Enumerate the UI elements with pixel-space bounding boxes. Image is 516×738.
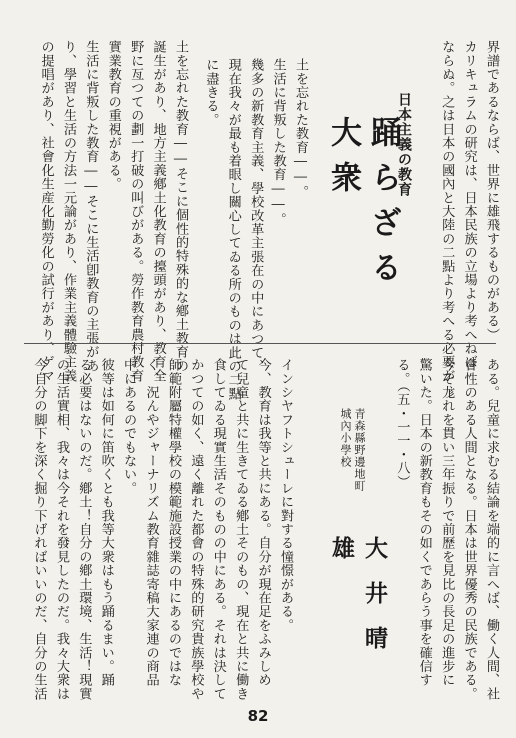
top-right-continuation: [412, 40, 502, 383]
section-heading: 日本主義の教育: [396, 92, 412, 197]
top-middle-paragraphs: [196, 58, 311, 401]
text-column: く、況んやジャーナリズム教育雜誌寄稿大家連の商品: [143, 358, 159, 687]
text-column: 中にあるのでもない。: [121, 358, 137, 495]
text-column: 幾多の新教育主義、學校改革主張在の中にあつて、: [248, 58, 264, 374]
text-column: 野に亙つての劃一打破の叫びがある。勞作教育農村教育: [128, 40, 144, 383]
text-column: 驚いた。日本の新教育もその如くであらう事を確信す: [416, 358, 432, 687]
text-column: 今そ尨れを貫い三年振りで前歷を見比の長足の進步に: [439, 358, 455, 687]
text-column: かつての如く、遠く離れた都會の特殊的研究貴族學校や: [188, 358, 204, 701]
text-column: 師範附屬特權學校の模範施設授業の中にあるのではな: [165, 358, 181, 687]
text-column: 食してゐる現實生活そのものの中にある。それは決して: [210, 358, 226, 701]
text-column: ある。兒童に求むる結論を端的に言へば、働く人間、社: [484, 358, 499, 701]
page-number: 82: [247, 707, 269, 725]
article-title: 踊らざる大衆: [325, 116, 401, 296]
text-column: ならぬ。之は日本の國內と大陸の二點より考へる必要が: [439, 40, 455, 383]
text-column: 彼等は如何に笛吹くとも我等大衆はもう踊るまい。踊: [98, 358, 114, 687]
text-column: 界譜であるならば、世界に雄飛するものがある）: [484, 40, 499, 342]
text-column: カリキュラムの研究は、日本民族の立場より考へねば: [461, 40, 477, 369]
text-column: る。（五・一一・八）: [394, 358, 410, 489]
text-column: に盡きる。: [203, 58, 219, 127]
affiliation-line: 青森縣野邊地町: [353, 408, 366, 492]
text-column: 生活に背叛した教育――。: [270, 58, 286, 226]
author-name: 大井晴雄: [328, 536, 388, 671]
text-column: の提唱があり、社會化生産化勤勞化の試行があり、ゲマ: [38, 40, 54, 383]
text-column: 現在我々が最も着眼し關心してゐる所のものは此の二點: [225, 58, 241, 401]
text-column: 會性のある人間となる。日本は世界優秀の民族である。: [461, 358, 477, 701]
text-column: 生活に背叛した教育――そこに生活卽教育の主張があ: [83, 40, 99, 373]
text-column: る必要はないのだ。鄕土！自分の鄕土環境、生活！現實: [76, 358, 92, 701]
bottom-right-paragraphs: [384, 358, 502, 701]
text-column: の生活實相、我々は今それを發見したのだ。我々大衆は: [53, 358, 69, 701]
top-left-paragraphs: [26, 40, 191, 383]
affiliation-line: 城內小學校: [339, 408, 352, 468]
page-divider: [24, 343, 496, 344]
text-column: 土を忘れた教育――そこに個性的特殊的な鄕土教育の: [173, 40, 188, 373]
text-column: て兒童と共に生きてゐる鄕土そのもの、現在と共に働き: [233, 358, 249, 701]
text-column: 誕生があり、地方主義鄕土化教育の擡頭があり、教育全: [150, 40, 166, 383]
bottom-left-paragraphs: [26, 358, 296, 701]
author-affiliation: [336, 408, 366, 518]
text-column: 土を忘れた教育――。: [293, 58, 308, 199]
text-column: 實業教育の重視がある。: [105, 40, 121, 191]
text-column: り、學習と生活の方法一元論があり、作業主義體驗主義: [60, 40, 76, 383]
text-column: インシヤフトシューレに對する憧憬がある。: [278, 358, 293, 632]
text-column: 今自分の脚下を深く掘り下げればいいのだ、自分の生活: [31, 358, 47, 701]
text-column: 今、教育は我等と共にある。自分が現在足をふみしめ: [255, 358, 271, 687]
